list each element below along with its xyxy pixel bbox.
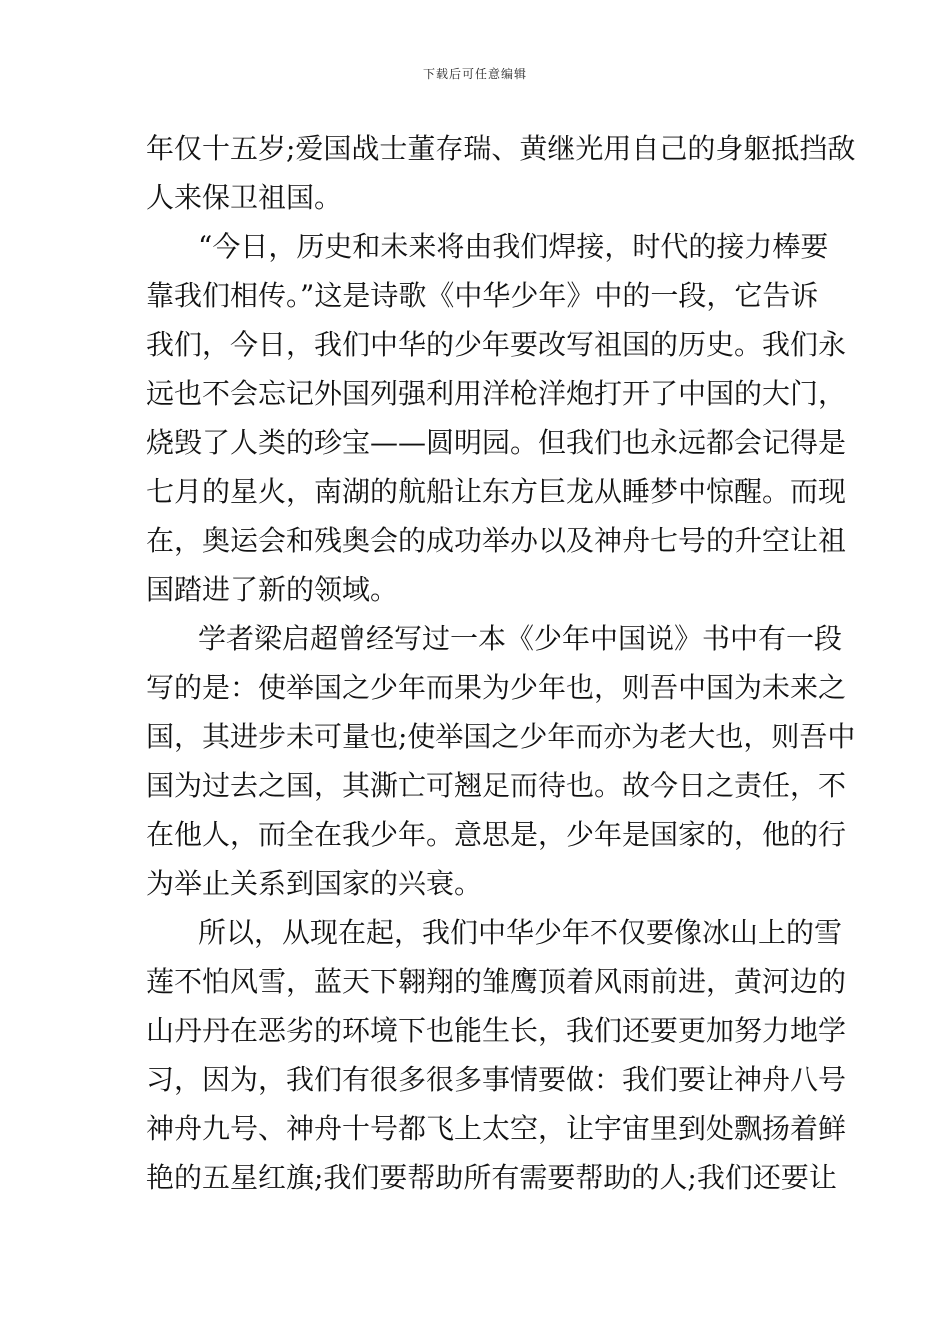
text-line: 我们，今日，我们中华的少年要改写祖国的历史。我们永 <box>146 328 847 361</box>
text-line: 靠我们相传。”这是诗歌《中华少年》中的一段，它告诉 <box>146 279 819 312</box>
text-line: 在，奥运会和残奥会的成功举办以及神舟七号的升空让祖 <box>146 524 847 557</box>
paragraph-1 <box>146 124 856 222</box>
text-line: 习，因为，我们有很多很多事情要做：我们要让神舟八号 <box>146 1063 847 1096</box>
text-line: 在他人，而全在我少年。意思是，少年是国家的，他的行 <box>146 818 847 851</box>
paragraph-2 <box>146 222 847 614</box>
paragraph-3 <box>146 614 856 908</box>
text-line: 神舟九号、神舟十号都飞上太空，让宇宙里到处飘扬着鲜 <box>146 1112 847 1145</box>
text-line: 远也不会忘记外国列强利用洋枪洋炮打开了中国的大门， <box>146 377 847 410</box>
page-header: 下载后可任意编辑 <box>422 67 527 81</box>
document-body <box>146 124 856 1202</box>
text-line: 山丹丹在恶劣的环境下也能生长，我们还要更加努力地学 <box>146 1014 847 1047</box>
text-line: 国，其进步未可量也;使举国之少年而亦为老大也，则吾中 <box>146 720 856 753</box>
text-line: 学者梁启超曾经写过一本《少年中国说》书中有一段 <box>198 622 843 655</box>
text-line: 国为过去之国，其澌亡可翘足而待也。故今日之责任，不 <box>146 769 847 802</box>
text-line: 七月的星火，南湖的航船让东方巨龙从睡梦中惊醒。而现 <box>146 475 847 508</box>
text-line: 所以，从现在起，我们中华少年不仅要像冰山上的雪 <box>198 916 843 949</box>
text-line: 国踏进了新的领域。 <box>146 573 399 606</box>
text-line: “今日，历史和未来将由我们焊接，时代的接力棒要 <box>198 230 829 263</box>
text-line: 写的是：使举国之少年而果为少年也，则吾中国为未来之 <box>146 671 847 704</box>
paragraph-4 <box>146 908 847 1202</box>
text-line: 为举止关系到国家的兴衰。 <box>146 867 483 900</box>
text-line: 人来保卫祖国。 <box>146 181 343 214</box>
text-line: 烧毁了人类的珍宝——圆明园。但我们也永远都会记得是 <box>146 426 847 459</box>
text-line: 年仅十五岁;爱国战士董存瑞、黄继光用自己的身躯抵挡敌 <box>146 132 856 165</box>
text-line: 莲不怕风雪，蓝天下翱翔的雏鹰顶着风雨前进，黄河边的 <box>146 965 847 998</box>
text-line: 艳的五星红旗;我们要帮助所有需要帮助的人;我们还要让 <box>146 1161 837 1194</box>
